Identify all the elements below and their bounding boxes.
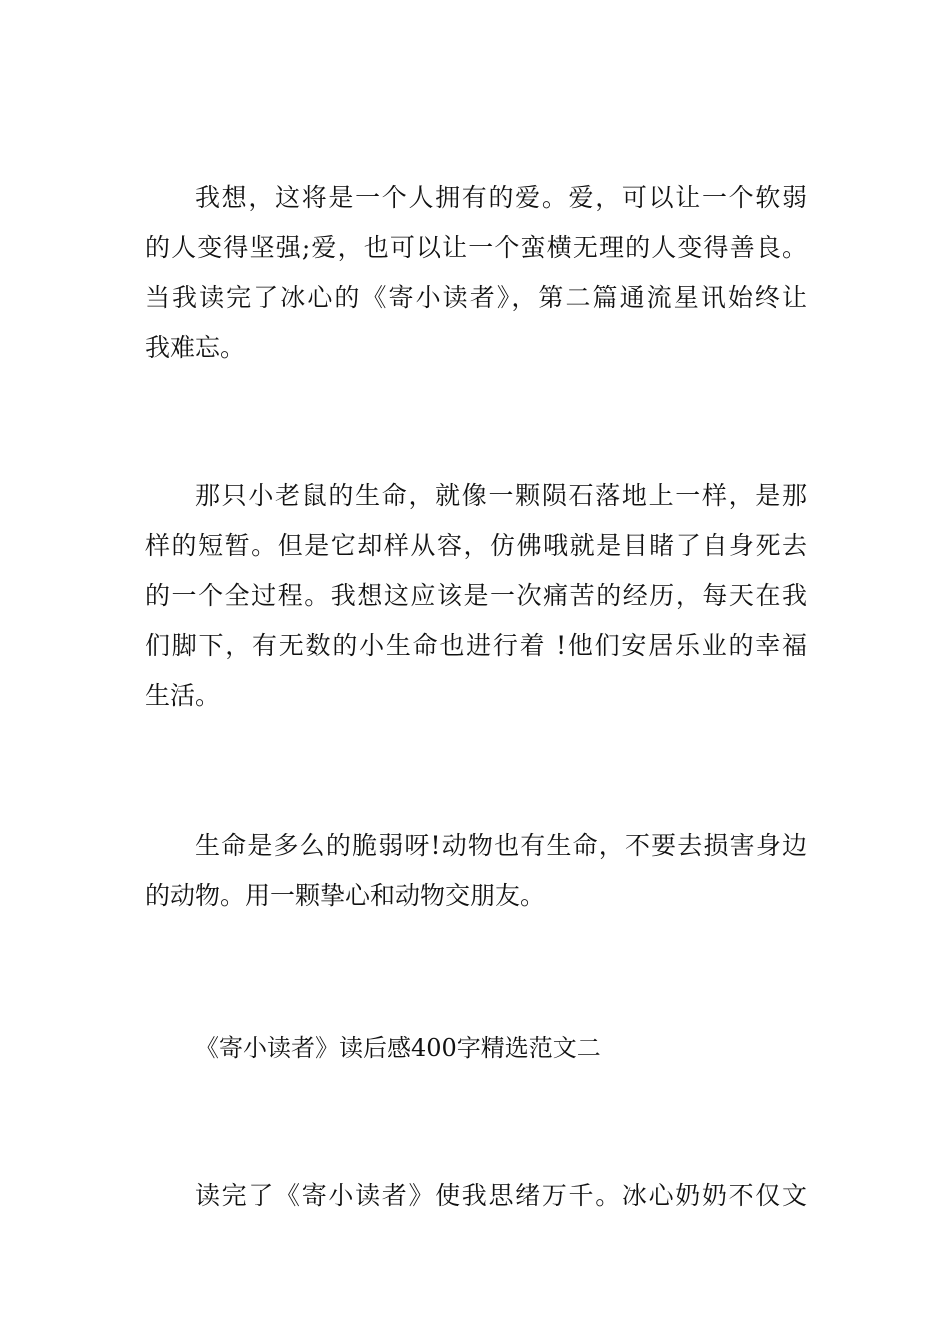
section-heading: 《寄小读者》读后感400字精选范文二 [195,1034,601,1062]
paragraph-line: 读完了《寄小读者》使我思绪万千。冰心奶奶不仅文 [195,1181,807,1210]
paragraph-line: 那只小老鼠的生命，就像一颗陨石落地上一样，是那 [195,481,807,510]
paragraph-line: 们脚下，有无数的小生命也进行着 !他们安居乐业的幸福 [145,631,807,660]
paragraph-line: 我想，这将是一个人拥有的爱。爱，可以让一个软弱 [195,183,807,212]
paragraph-line: 样的短暂。但是它却样从容，仿佛哦就是目睹了自身死去 [145,531,807,560]
paragraph-line: 生命是多么的脆弱呀!动物也有生命，不要去损害身边 [195,831,807,860]
paragraph-line: 的人变得坚强;爱，也可以让一个蛮横无理的人变得善良。 [145,233,807,262]
paragraph-line: 生活。 [145,681,221,710]
paragraph-line: 的动物。用一颗挚心和动物交朋友。 [145,881,546,910]
paragraph-line: 当我读完了冰心的《寄小读者》，第二篇通流星讯始终让 [145,283,807,312]
paragraph-line: 我难忘。 [145,333,246,362]
paragraph-line: 的一个全过程。我想这应该是一次痛苦的经历，每天在我 [145,581,807,610]
